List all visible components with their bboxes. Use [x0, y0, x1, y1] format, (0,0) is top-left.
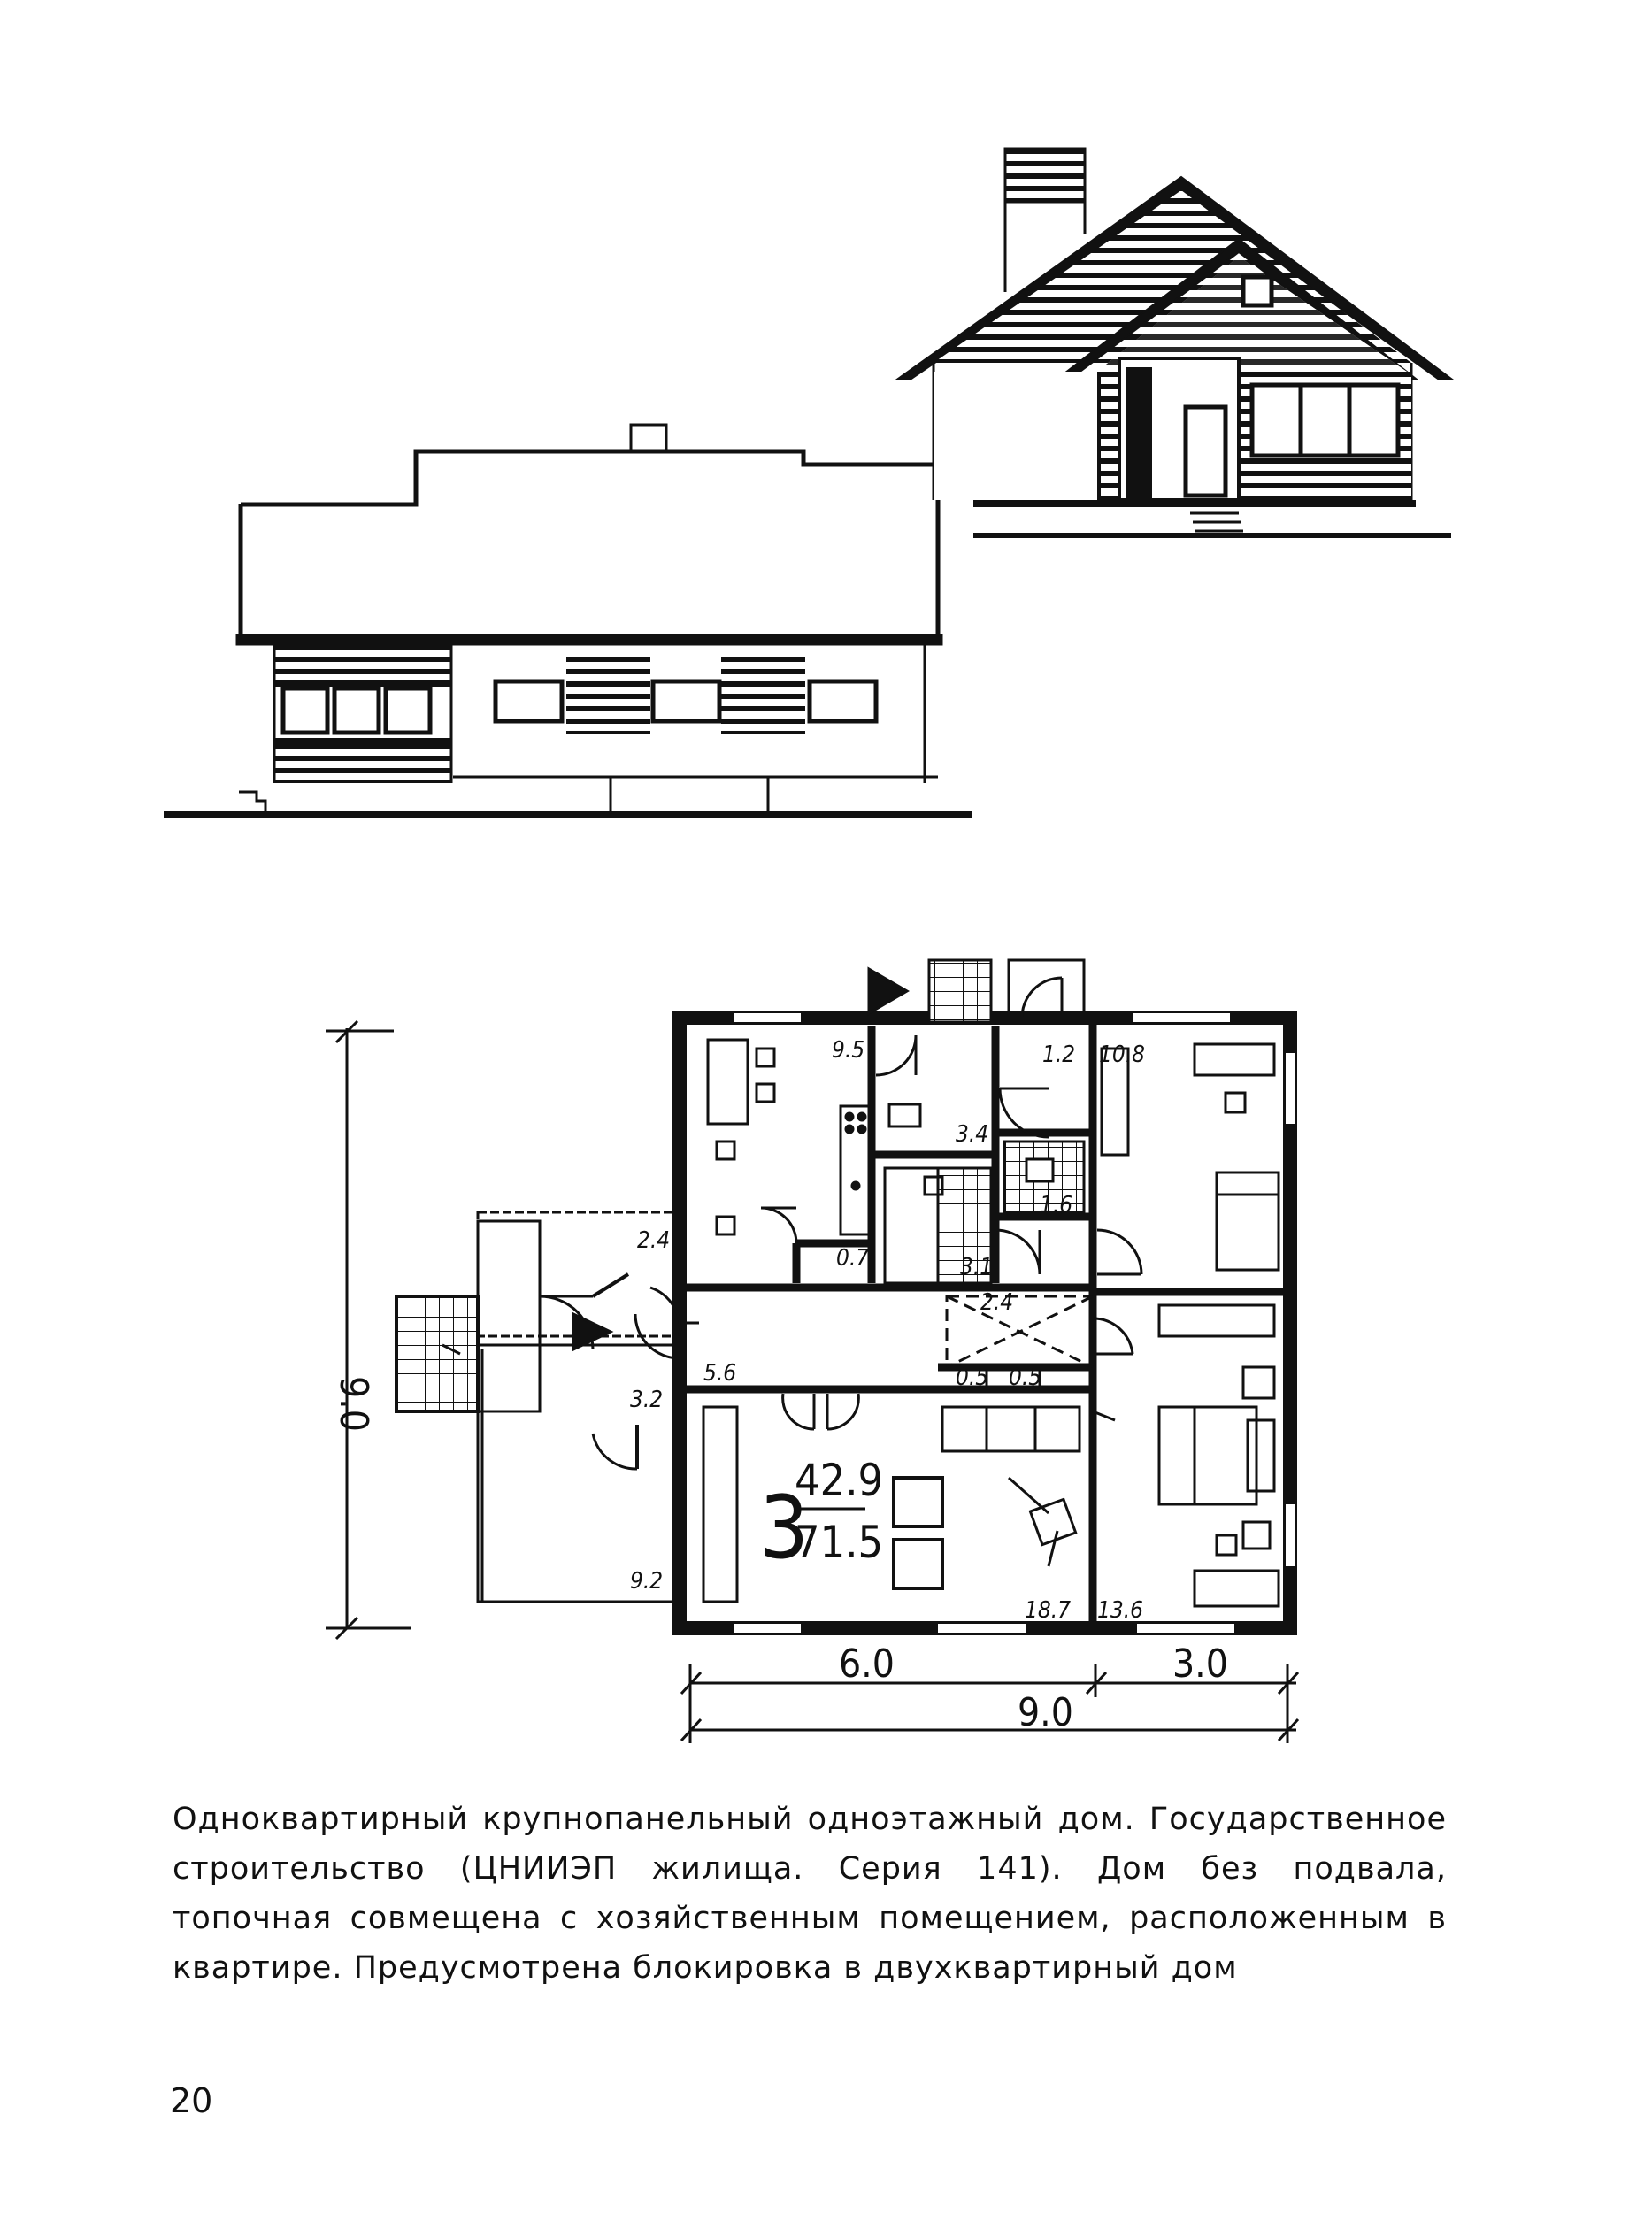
room-area-closet-1: 0.5 [956, 1364, 989, 1391]
room-area-storage: 2.4 [980, 1289, 1014, 1316]
room-area-hall: 5.6 [703, 1360, 737, 1387]
floor-plan [326, 960, 1298, 1743]
apartment-room-count: 3 [759, 1478, 810, 1579]
room-area-porch-top: 2.4 [637, 1227, 671, 1254]
figure-caption: Одноквартирный крупнопанельный одноэтажный дом. Государственное строительство (ЦНИИЭП жилища. Серия 141). Дом без подвала, топочная совмещена с хозяйственным помещением, расположенным в квартире. Предусмотрена блокировка в двухквартирный дом [173, 1802, 1447, 1986]
apartment-formula [759, 1455, 883, 1579]
room-area-bedroom-bottom: 13.6 [1097, 1597, 1144, 1624]
room-area-pantry: 0.7 [836, 1245, 870, 1272]
room-area-kitchen: 9.5 [832, 1037, 865, 1064]
room-area-vestibule-top: 1.2 [1042, 1042, 1076, 1068]
room-area-entry: 3.2 [630, 1387, 664, 1413]
dimension-left-span: 6.0 [839, 1641, 895, 1687]
chimney [1005, 149, 1085, 202]
room-area-wc: 1.6 [1040, 1192, 1073, 1218]
dimension-right-span: 3.0 [1172, 1641, 1228, 1687]
room-area-boiler: 3.4 [956, 1121, 989, 1148]
front-elevation [164, 425, 972, 814]
side-elevation [898, 149, 1451, 535]
apartment-living-area: 42.9 [795, 1455, 884, 1506]
apartment-total-area: 71.5 [795, 1517, 884, 1568]
page-number: 20 [170, 2081, 213, 2120]
room-area-bedroom-top: 10.8 [1099, 1042, 1146, 1068]
room-area-living: 18.7 [1025, 1597, 1072, 1624]
room-area-bath: 3.1 [960, 1254, 994, 1280]
dimension-total-width: 9.0 [1018, 1690, 1073, 1735]
room-area-veranda: 9.2 [630, 1568, 664, 1595]
dimension-depth: 9.0 [331, 1376, 376, 1432]
chimney-small [631, 425, 666, 451]
room-area-closet-2: 0.5 [1009, 1364, 1042, 1391]
